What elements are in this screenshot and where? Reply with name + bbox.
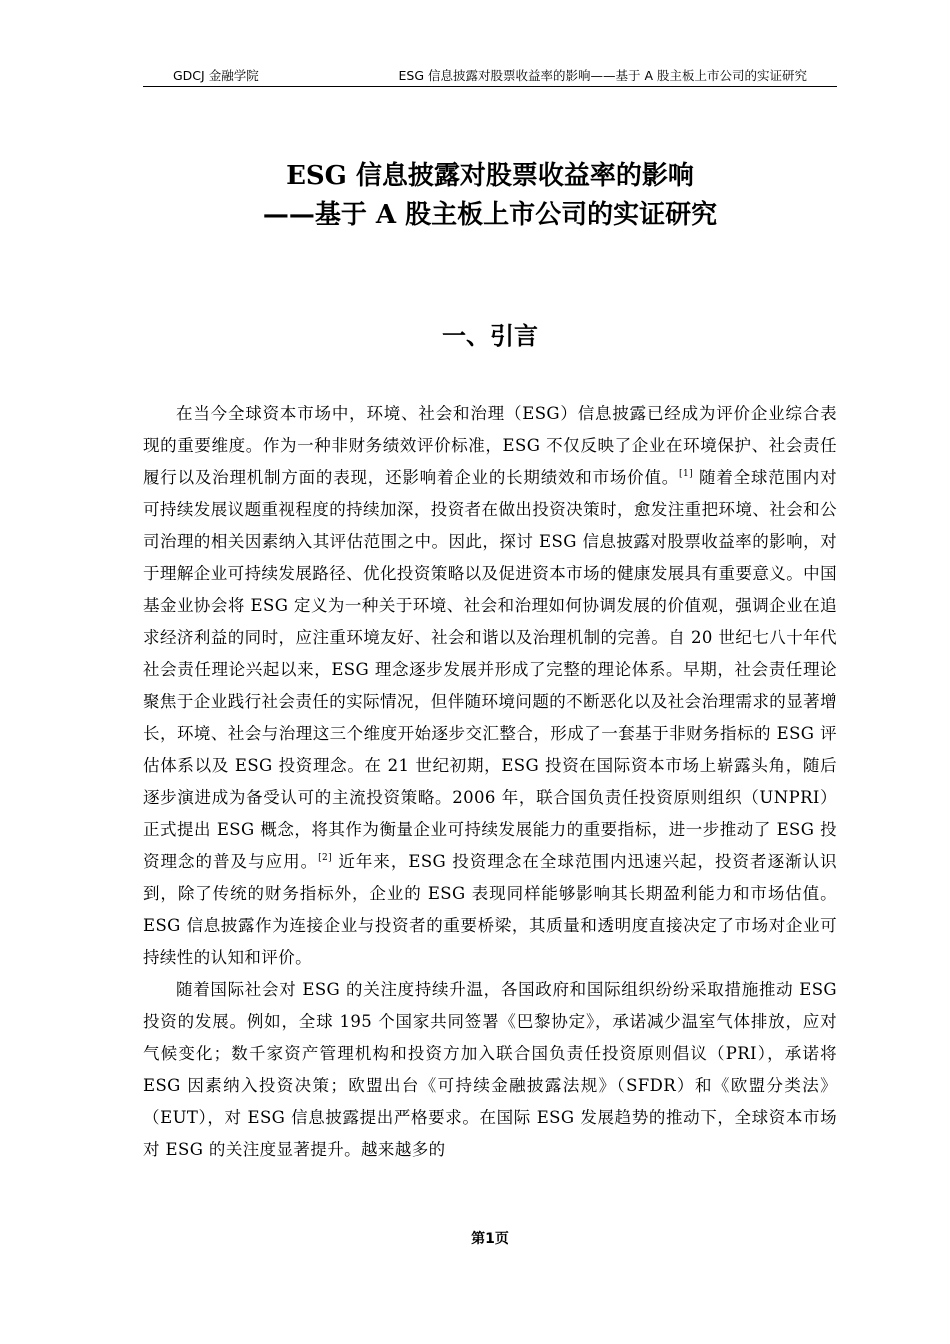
body-text bbox=[143, 398, 837, 1166]
section-heading: 一、引言 bbox=[442, 322, 538, 350]
paper-title-line-1: ESG 信息披露对股票收益率的影响 bbox=[286, 161, 694, 191]
paragraph-2: 随着国际社会对 ESG 的关注度持续升温，各国政府和国际组织纷纷采取措施推动 ESG 投资的发展。例如，全球 195 个国家共同签署《巴黎协定》，承诺减少温室气体排放，应对气候变化；数千家资产管理机构和投资方加入联合国负责任投资原则倡议（PRI），承诺将 ESG 因素纳入投资决策；欧盟出台《可持续金融披露法规》（SFDR）和《欧盟分类法》（EUT），对 ESG 信息披露提出严格要求。在国际 ESG 发展趋势的推动下，全球资本市场对 ESG 的关注度显著提升。越来越多的 bbox=[143, 980, 837, 1159]
paper-title-line-2: ——基于 A 股主板上市公司的实证研究 bbox=[262, 200, 718, 230]
paragraph-1-part-3: 近年来，ESG 投资理念在全球范围内迅速兴起，投资者逐渐认识到，除了传统的财务指标外，企业的 ESG 表现同样能够影响其长期盈利能力和市场估值。ESG 信息披露作为连接企业与投资者的重要桥梁，其质量和透明度直接决定了市场对企业可持续性的认知和评价。 bbox=[143, 852, 838, 967]
page-number: 第1页 bbox=[471, 1231, 509, 1247]
citation-1: [1] bbox=[679, 469, 693, 479]
paragraph-1-part-1: 在当今全球资本市场中，环境、社会和治理（ESG）信息披露已经成为评价企业综合表现的重要维度。作为一种非财务绩效评价标准，ESG 不仅反映了企业在环境保护、社会责任履行以及治理机制方面的表现，还影响着企业的长期绩效和市场价值。 bbox=[143, 404, 837, 487]
header-institution: GDCJ 金融学院 bbox=[173, 68, 259, 83]
citation-2: [2] bbox=[318, 853, 333, 863]
page-header bbox=[143, 68, 837, 87]
paragraph-1-part-2: 随着全球范围内对可持续发展议题重视程度的持续加深，投资者在做出投资决策时，愈发注重把环境、社会和公司治理的相关因素纳入其评估范围之中。因此，探讨 ESG 信息披露对股票收益率的影响，对于理解企业可持续发展路径、优化投资策略以及促进资本市场的健康发展具有重要意义。中国基金业协会将 ESG 定义为一种关于环境、社会和治理如何协调发展的价值观，强调企业在追求经济利益的同时，应注重环境友好、社会和谐以及治理机制的完善。自 20 世纪七八十年代社会责任理论兴起以来，ESG 理念逐步发展并形成了完整的理论体系。早期，社会责任理论聚焦于企业践行社会责任的实际情况，但伴随环境问题的不断恶化以及社会治理需求的显著增长，环境、社会与治理这三个维度开始逐步交汇整合，形成了一套基于非财务指标的 ESG 评估体系以及 ESG 投资理念。在 21 世纪初期，ESG 投资在国际资本市场上崭露头角，随后逐步演进成为备受认可的主流投资策略。2006 年，联合国负责任投资原则组织（UNPRI）正式提出 ESG 概念，将其作为衡量企业可持续发展能力的重要指标，进一步推动了 ESG 投资理念的普及与应用。 bbox=[143, 468, 837, 871]
header-running-title: ESG 信息披露对股票收益率的影响——基于 A 股主板上市公司的实证研究 bbox=[398, 68, 807, 83]
paragraph-1 bbox=[143, 398, 837, 974]
